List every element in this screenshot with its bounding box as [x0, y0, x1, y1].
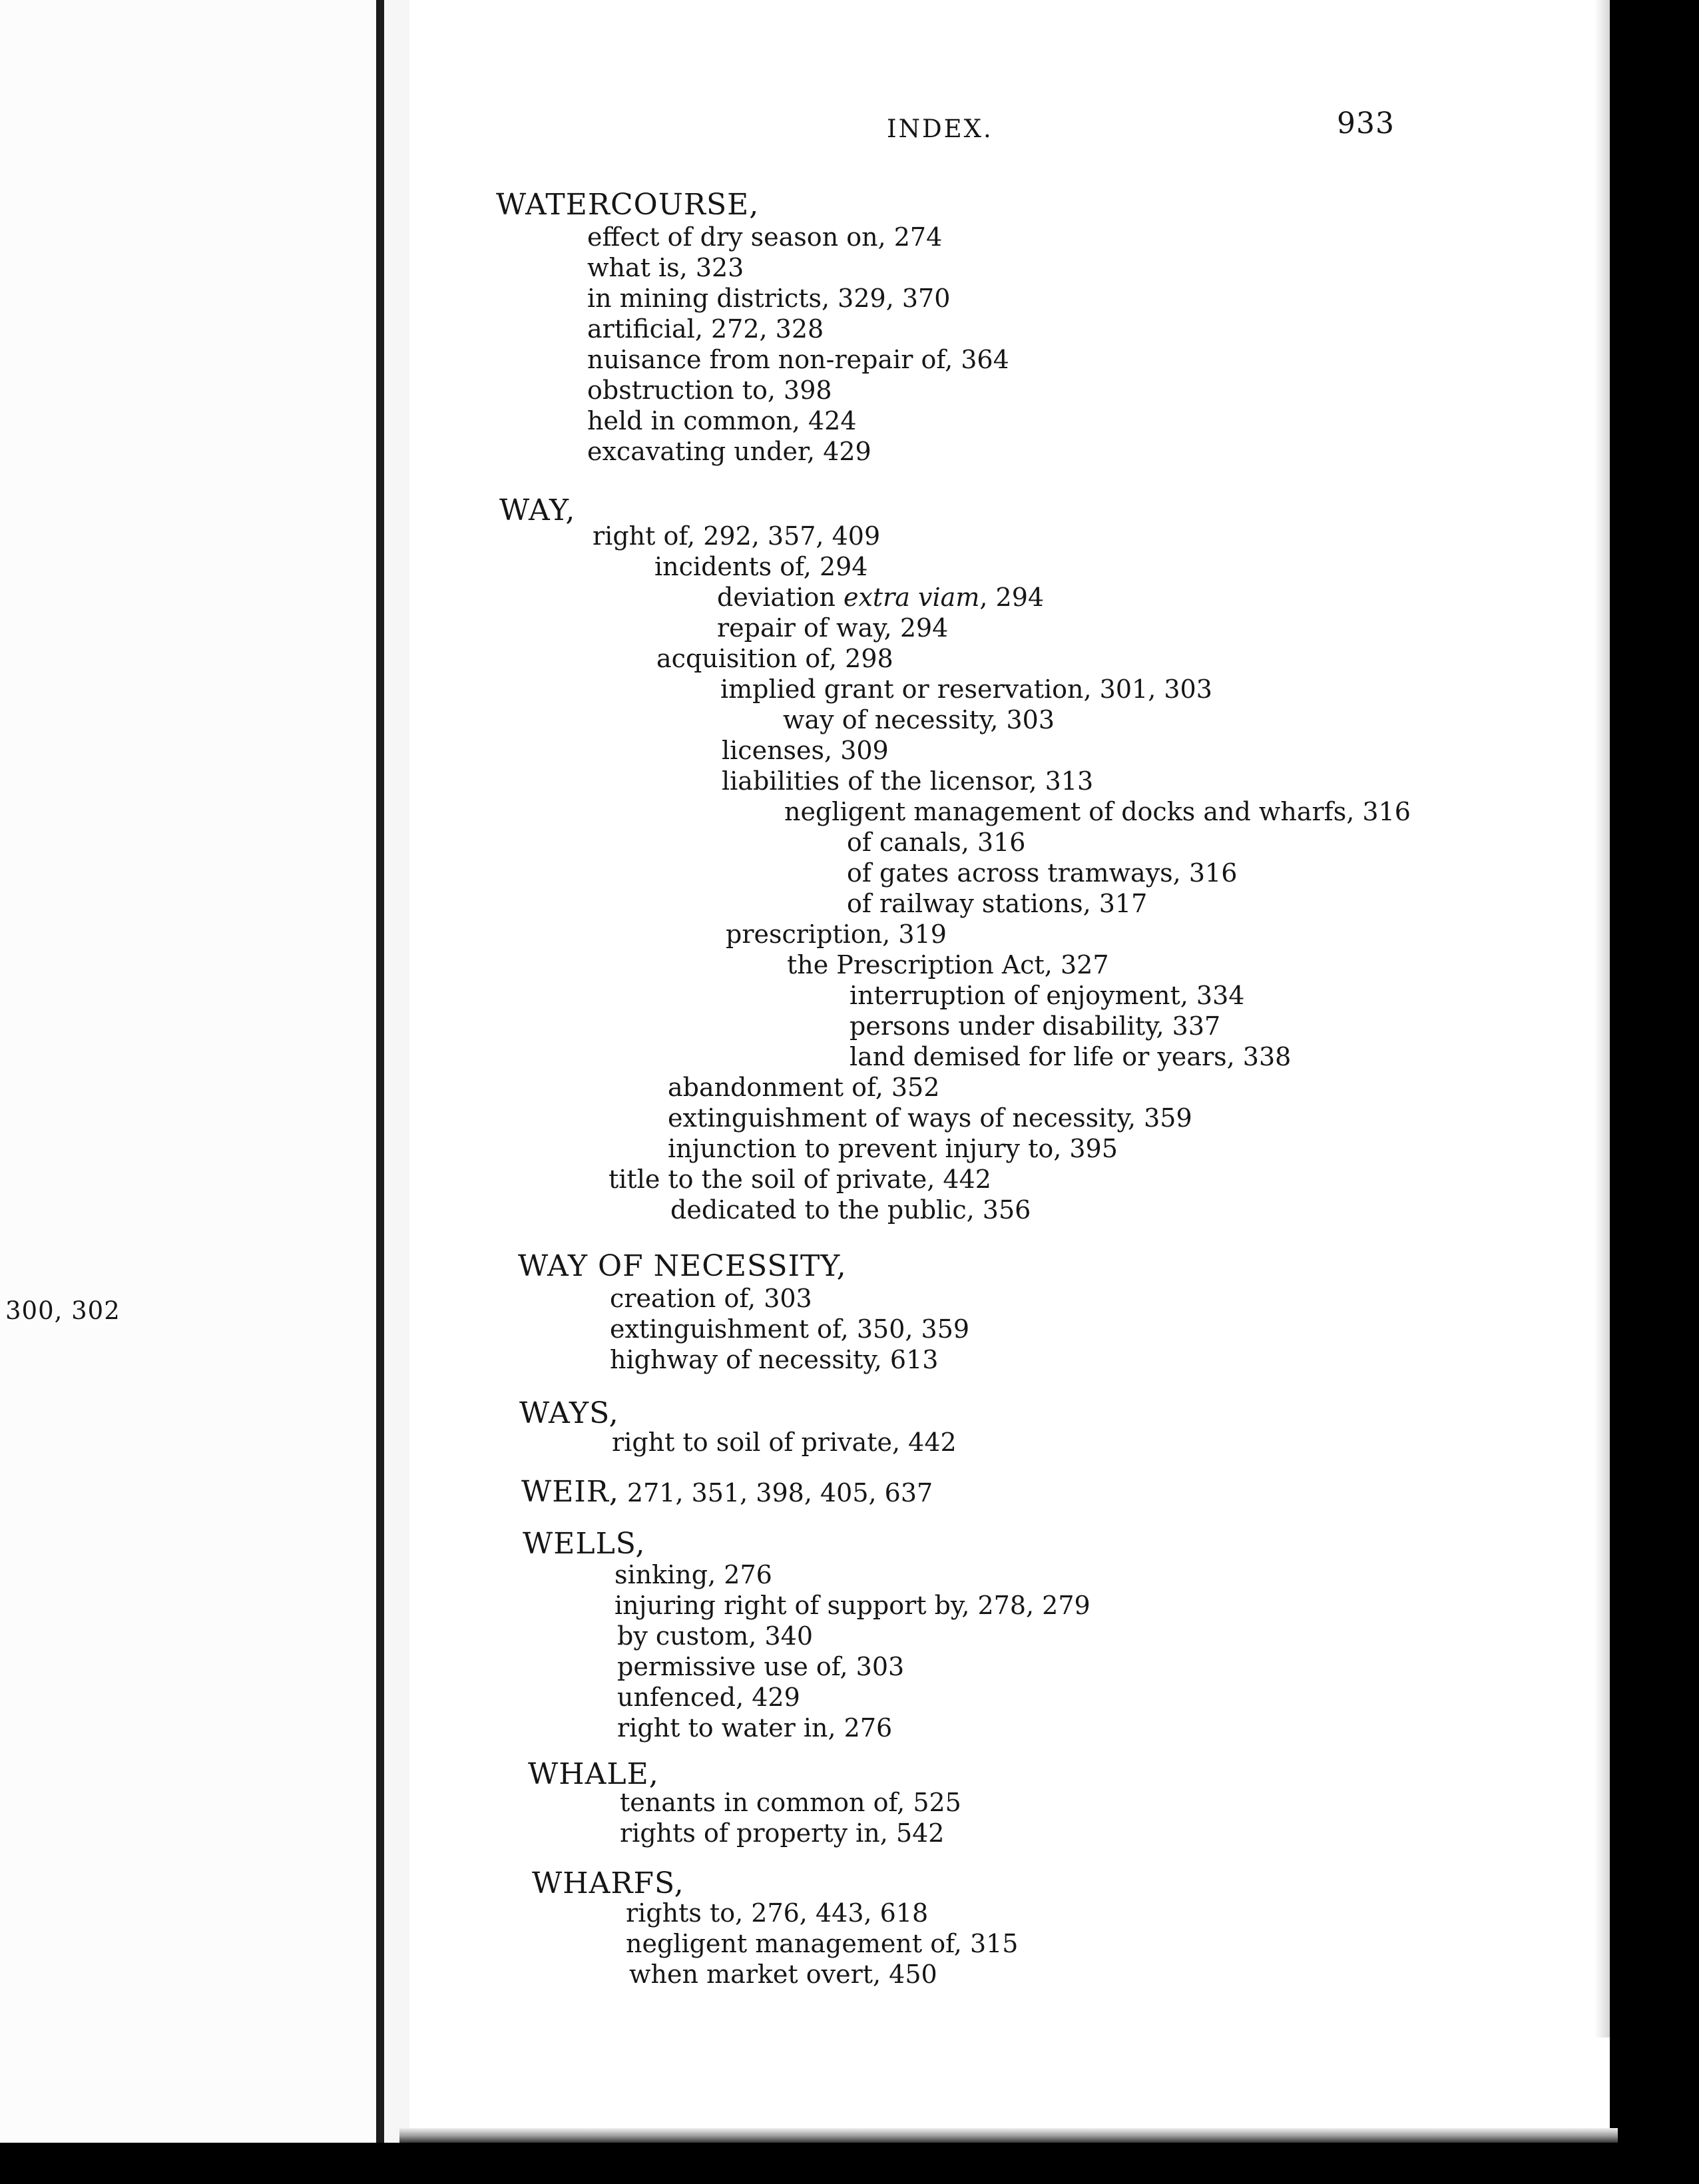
entry-heading-way-of-necessity: WAY OF NECESSITY, [518, 1249, 847, 1283]
subentry: acquisition of, 298 [656, 644, 893, 673]
page-edge-bottom [399, 2128, 1618, 2144]
subentry: permissive use of, 303 [617, 1652, 905, 1681]
subentry [717, 582, 1044, 613]
subentry: artificial, 272, 328 [587, 314, 824, 344]
subentry: obstruction to, 398 [587, 376, 832, 405]
subentry: highway of necessity, 613 [610, 1345, 939, 1374]
subentry: prescription, 319 [726, 920, 947, 949]
subentry: when market overt, 450 [629, 1960, 937, 1989]
subentry: negligent management of docks and wharfs, 316 [784, 797, 1411, 826]
subentry: rights of property in, 542 [620, 1818, 945, 1848]
entry-heading-watercourse: WATERCOURSE, [496, 188, 760, 222]
subentry: by custom, 340 [617, 1621, 813, 1651]
subentry: abandonment of, 352 [668, 1073, 940, 1102]
entry-heading-wharfs: WHARFS, [532, 1866, 684, 1900]
subentry: of railway stations, 317 [847, 889, 1148, 918]
subentry: creation of, 303 [610, 1284, 812, 1313]
subentry: what is, 323 [587, 253, 744, 282]
subentry: injunction to prevent injury to, 395 [668, 1134, 1118, 1163]
entry-weir [521, 1476, 933, 1509]
scan-edge-right [1610, 0, 1699, 2184]
subentry: sinking, 276 [614, 1560, 772, 1589]
page-ref: , 294 [979, 583, 1045, 612]
subentry: right of, 292, 357, 409 [593, 521, 881, 551]
subentry-text: deviation [717, 583, 844, 612]
subentry: interruption of enjoyment, 334 [850, 981, 1245, 1010]
subentry: effect of dry season on, 274 [587, 222, 943, 252]
subentry: right to soil of private, 442 [612, 1428, 957, 1457]
page-refs: 271, 351, 398, 405, 637 [618, 1478, 933, 1507]
subentry: dedicated to the public, 356 [670, 1195, 1031, 1225]
subentry: title to the soil of private, 442 [608, 1165, 991, 1194]
subentry: negligent management of, 315 [626, 1929, 1019, 1958]
latin-phrase: extra viam [843, 583, 980, 612]
subentry: unfenced, 429 [617, 1683, 800, 1712]
scan-edge-bottom [0, 2143, 1699, 2184]
facing-page [0, 0, 383, 2184]
subentry: in mining districts, 329, 370 [587, 284, 951, 313]
subentry: the Prescription Act, 327 [787, 950, 1109, 979]
entry-heading-whale: WHALE, [528, 1757, 659, 1791]
subentry: excavating under, 429 [587, 437, 871, 466]
subentry: repair of way, 294 [717, 613, 949, 643]
subentry: incidents of, 294 [654, 552, 868, 581]
subentry: held in common, 424 [587, 406, 857, 435]
subentry: extinguishment of, 350, 359 [610, 1314, 970, 1344]
subentry: of canals, 316 [847, 828, 1026, 857]
subentry: extinguishment of ways of necessity, 359 [668, 1103, 1192, 1133]
subentry: way of necessity, 303 [783, 705, 1055, 734]
entry-heading-weir: WEIR, [521, 1475, 619, 1509]
subentry: of gates across tramways, 316 [847, 858, 1238, 888]
subentry: liabilities of the licensor, 313 [722, 766, 1094, 796]
entry-heading-ways: WAYS, [519, 1396, 619, 1430]
subentry: implied grant or reservation, 301, 303 [720, 675, 1212, 704]
subentry: nuisance from non-repair of, 364 [587, 345, 1009, 374]
subentry: land demised for life or years, 338 [850, 1042, 1292, 1071]
running-head: INDEX. [887, 115, 993, 143]
entry-heading-wells: WELLS, [523, 1527, 646, 1561]
subentry: rights to, 276, 443, 618 [626, 1898, 929, 1928]
subentry: injuring right of support by, 278, 279 [614, 1591, 1091, 1620]
binding-gutter [376, 0, 384, 2184]
gutter-shadow [383, 0, 409, 2184]
page-number: 933 [1337, 107, 1395, 140]
subentry: right to water in, 276 [617, 1713, 893, 1743]
entry-heading-way: WAY, [499, 493, 576, 527]
subentry: tenants in common of, 525 [620, 1788, 961, 1817]
facing-page-fragment: 300, 302 [5, 1296, 121, 1325]
subentry: licenses, 309 [722, 736, 889, 765]
subentry: persons under disability, 337 [850, 1011, 1221, 1041]
